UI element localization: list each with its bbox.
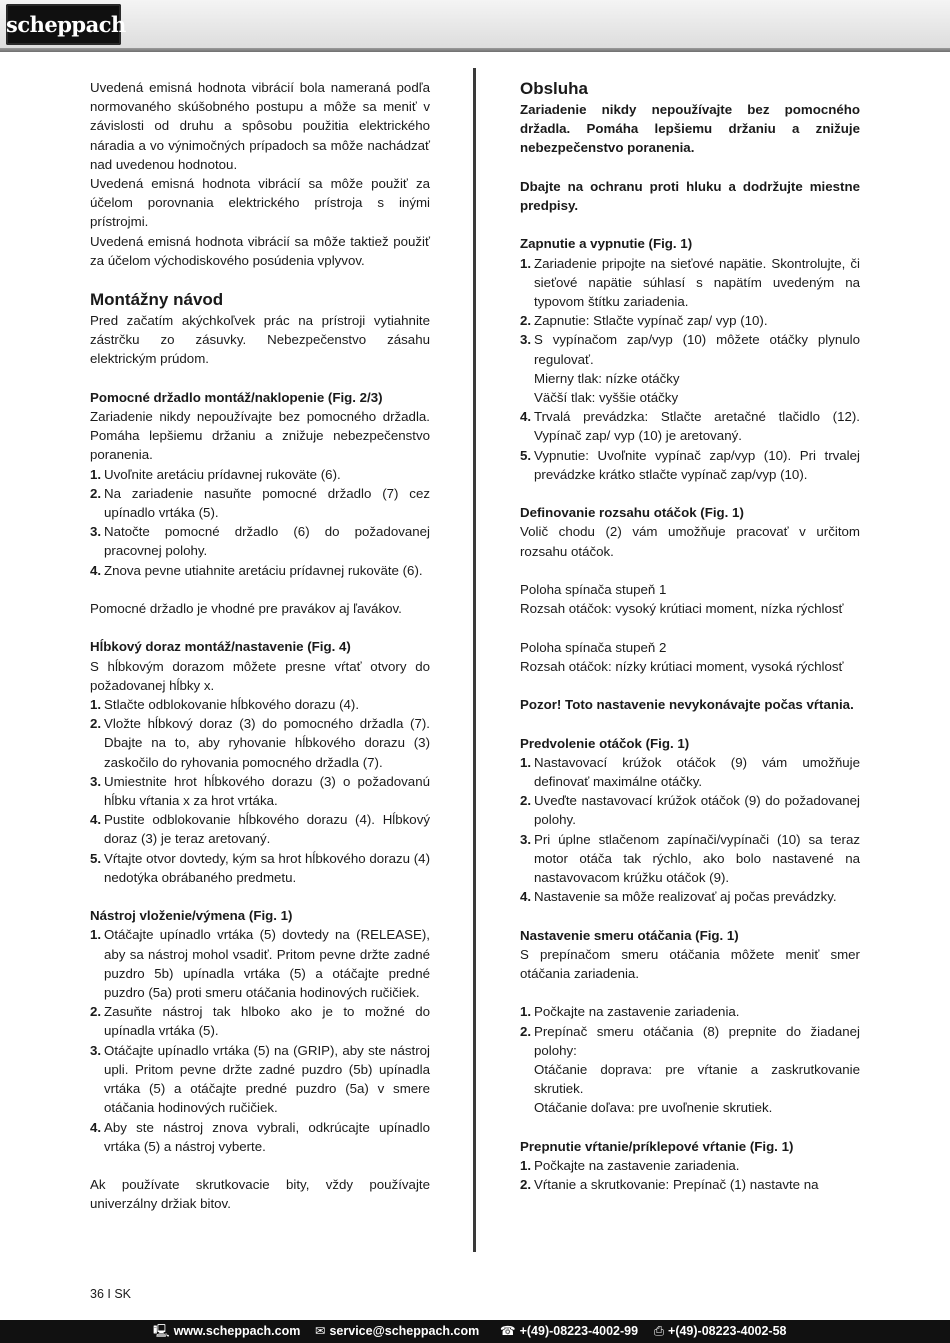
list-item bbox=[520, 1175, 860, 1194]
list-text: Na zariadenie nasuňte pomocné držadlo (7) cez upínadlo vrtáka (5). bbox=[104, 485, 430, 521]
list-text: Umiestnite hrot hĺbkového dorazu (3) o požadovanú hĺbku vŕtania x za hrot vrtáka. bbox=[104, 773, 430, 809]
switch-position-2: Poloha spínača stupeň 2 bbox=[520, 639, 667, 655]
list-text: Uvoľnite aretáciu prídavnej rukoväte (6). bbox=[104, 466, 341, 482]
list-text: Pustite odblokovanie hĺbkového dorazu (4). Hĺbkový doraz (3) je teraz aretovaný. bbox=[104, 812, 430, 847]
list-number: 2. bbox=[90, 485, 102, 501]
list-item bbox=[90, 1002, 430, 1040]
intro-paragraph: Uvedená emisná hodnota vibrácií bola nameraná podľa normovaného skúšobného postupu a môže sa meniť v závislosti od druhu a spôsobu použitia elektrického náradia a vo výnimočných prípadoch sa môže nachádzať nad uvedenou hodnotou. bbox=[90, 80, 430, 172]
list-item bbox=[90, 1041, 430, 1118]
list-item bbox=[520, 407, 860, 445]
footer-phone bbox=[500, 1320, 638, 1343]
speed-range-1: Rozsah otáčok: vysoký krútiaci moment, nízka rýchlosť bbox=[520, 601, 844, 617]
montaz-text: Pred začatím akýchkoľvek prác na prístroji vytiahnite zástrčku zo zásuvky. Nebezpečenstvo zásahu elektrickým prúdom. bbox=[90, 313, 430, 367]
list-text: Pri úplne stlačenom zapínači/vypínači (10) sa teraz motor otáča tak rýchlo, ako bolo nastavené na nastavovacom krúžku otáčok (9). bbox=[534, 831, 860, 886]
list-item bbox=[520, 1002, 860, 1021]
heading-depth-stop: Hĺbkový doraz montáž/nastavenie (Fig. 4) bbox=[90, 639, 351, 655]
warning-text: Dbajte na ochranu proti hluku a dodržujte miestne predpisy. bbox=[520, 178, 860, 213]
page-header bbox=[0, 0, 950, 50]
list-text: Vložte hĺbkový doraz (3) do pomocného držadla (7). Dbajte na to, aby ryhovanie hĺbkového dorazu (3) zaskočilo do ryhovania pomocného držadla (7). bbox=[104, 716, 430, 770]
rotation-direction-text: S prepínačom smeru otáčania môžete meniť smer otáčania zariadenia. bbox=[520, 946, 860, 982]
list-number: 1. bbox=[90, 697, 102, 713]
list-item bbox=[520, 1156, 860, 1175]
list-text: Prepínač smeru otáčania (8) prepnite do žiadanej polohy: bbox=[534, 1023, 860, 1058]
heading-speed-preselect: Predvolenie otáčok (Fig. 1) bbox=[520, 735, 690, 751]
list-item bbox=[520, 330, 860, 407]
list-number: 1. bbox=[520, 1158, 532, 1174]
list-number: 1. bbox=[520, 255, 532, 271]
list-number: 3. bbox=[520, 332, 532, 348]
list-text: Počkajte na zastavenie zariadenia. bbox=[534, 1004, 740, 1020]
column-divider bbox=[473, 68, 476, 1252]
list-number: 1. bbox=[520, 1004, 532, 1020]
depth-stop-text: S hĺbkovým dorazom môžete presne vŕtať otvory do požadovanej hĺbky x. bbox=[90, 658, 430, 693]
mail-icon: ✉ bbox=[315, 1324, 326, 1338]
footer-web bbox=[153, 1320, 300, 1343]
list-number: 4. bbox=[90, 562, 102, 578]
sub-line: Otáčanie doľava: pre uvoľnenie skrutiek. bbox=[534, 1100, 773, 1116]
warning-text: Pozor! Toto nastavenie nevykonávajte počas vŕtania. bbox=[520, 697, 854, 713]
scheppach-logo: scheppach bbox=[6, 4, 121, 45]
list-item bbox=[90, 465, 430, 484]
list-text: Vŕtajte otvor dovtedy, kým sa hrot hĺbkového dorazu (4) nedotýka obrábaného predmetu. bbox=[104, 850, 430, 885]
intro-paragraph: Uvedená emisná hodnota vibrácií sa môže použiť za účelom porovnania elektrického prístroja s inými prístrojmi. bbox=[90, 176, 430, 230]
list-text: Natočte pomocné držadlo (6) do požadovanej pracovnej polohy. bbox=[104, 524, 430, 559]
heading-tool-insert: Nástroj vloženie/výmena (Fig. 1) bbox=[90, 908, 293, 924]
sub-line: Väčší tlak: vyššie otáčky bbox=[534, 390, 679, 406]
list-text: Nastavenie sa môže realizovať aj počas prevádzky. bbox=[534, 889, 837, 905]
list-item bbox=[90, 849, 430, 887]
section-title-obsluha: Obsluha bbox=[520, 79, 589, 98]
auxiliary-handle-note: Pomocné držadlo je vhodné pre pravákov aj ľavákov. bbox=[90, 601, 402, 617]
footer-fax-text: +(49)-08223-4002-58 bbox=[668, 1324, 787, 1338]
footer-email-text: service@scheppach.com bbox=[329, 1324, 480, 1338]
list-text: Uveďte nastavovací krúžok otáčok (9) do požadovanej polohy. bbox=[534, 793, 860, 828]
list-text: Vŕtanie a skrutkovanie: Prepínač (1) nastavte na bbox=[534, 1177, 819, 1193]
list-number: 3. bbox=[520, 831, 532, 847]
rotation-direction-steps bbox=[520, 1002, 860, 1117]
list-number: 1. bbox=[90, 466, 102, 482]
heading-rotation-direction: Nastavenie smeru otáčania (Fig. 1) bbox=[520, 927, 739, 943]
list-item bbox=[90, 925, 430, 1002]
section-title-montaz: Montážny návod bbox=[90, 290, 224, 310]
list-number: 2. bbox=[520, 1023, 532, 1039]
list-item bbox=[90, 1118, 430, 1156]
header-rule bbox=[0, 48, 950, 52]
list-text: Trvalá prevádzka: Stlačte aretačné tlačidlo (12). Vypínač zap/ vyp (10) je aretovaný. bbox=[534, 409, 860, 444]
list-item bbox=[520, 791, 860, 829]
heading-drill-mode: Prepnutie vŕtanie/príklepové vŕtanie (Fig. 1) bbox=[520, 1138, 794, 1154]
list-item bbox=[520, 753, 860, 791]
list-text: Vypnutie: Uvoľnite vypínač zap/vyp (10). Pri trvalej prevádzke krátko stlačte vypínač zap/vyp (10). bbox=[534, 447, 860, 482]
list-item bbox=[520, 887, 860, 906]
list-text: Počkajte na zastavenie zariadenia. bbox=[534, 1158, 740, 1174]
list-item bbox=[520, 1022, 860, 1118]
footer-fax bbox=[654, 1320, 787, 1343]
list-text: Nastavovací krúžok otáčok (9) vám umožňuje definovať maximálne otáčky. bbox=[534, 754, 860, 789]
list-number: 2. bbox=[90, 1004, 102, 1020]
heading-speed-range: Definovanie rozsahu otáčok (Fig. 1) bbox=[520, 505, 744, 521]
list-text: Otáčajte upínadlo vrtáka (5) dovtedy na (RELEASE), aby sa nástroj mohol vsadiť. Pritom pevne držte zadné puzdro 5b) upínadla vrtáka (5) a otáčajte predné puzdro (5a) proti smeru otáčania hodinových ručičiek. bbox=[104, 927, 430, 1001]
list-text: Zapnutie: Stlačte vypínač zap/ vyp (10). bbox=[534, 313, 768, 329]
list-number: 3. bbox=[90, 1042, 102, 1058]
page-footer bbox=[0, 1320, 950, 1343]
list-number: 4. bbox=[90, 1119, 102, 1135]
fax-icon: ⎙ bbox=[654, 1324, 665, 1338]
footer-phone-text: +(49)-08223-4002-99 bbox=[519, 1324, 639, 1338]
list-text: Otáčajte upínadlo vrtáka (5) na (GRIP), aby ste nástroj upli. Pritom pevne držte zadné puzdro (5b) upínadla vrtáka (5) a otáčajte predné puzdro (5a) v smere otáčania hodinových ručičiek. bbox=[104, 1042, 430, 1116]
list-item bbox=[520, 830, 860, 888]
heading-auxiliary-handle: Pomocné držadlo montáž/naklopenie (Fig. 2/3) bbox=[90, 389, 383, 405]
list-number: 1. bbox=[90, 927, 102, 943]
list-number: 1. bbox=[520, 754, 532, 770]
bit-holder-note: Ak používate skrutkovacie bity, vždy používajte univerzálny držiak bitov. bbox=[90, 1177, 430, 1212]
list-item bbox=[90, 522, 430, 560]
list-item bbox=[90, 772, 430, 810]
list-text: Stlačte odblokovanie hĺbkového dorazu (4). bbox=[104, 697, 360, 713]
speed-preselect-steps bbox=[520, 753, 860, 907]
auxiliary-handle-text: Zariadenie nikdy nepoužívajte bez pomocného držadla. Pomáha lepšiemu držaniu a znižuje nebezpečenstvo poranenia. bbox=[90, 409, 430, 463]
list-text: Aby ste nástroj znova vybrali, odkrúcajte upínadlo vrtáka (5) a nástroj vyberte. bbox=[104, 1119, 430, 1154]
page-number: 36 I SK bbox=[90, 1287, 131, 1301]
list-number: 4. bbox=[520, 889, 532, 905]
phone-icon: ☎ bbox=[500, 1324, 516, 1338]
list-item bbox=[90, 810, 430, 848]
list-text: S vypínačom zap/vyp (10) môžete otáčky plynulo regulovať. bbox=[534, 332, 860, 367]
list-number: 2. bbox=[520, 1177, 532, 1193]
speed-range-2: Rozsah otáčok: nízky krútiaci moment, vysoká rýchlosť bbox=[520, 658, 844, 674]
list-number: 3. bbox=[90, 524, 102, 540]
list-number: 4. bbox=[520, 409, 532, 425]
list-text: Znova pevne utiahnite aretáciu prídavnej rukoväte (6). bbox=[104, 562, 423, 578]
list-number: 4. bbox=[90, 812, 102, 828]
list-number: 2. bbox=[520, 313, 532, 329]
list-number: 2. bbox=[520, 793, 532, 809]
on-off-steps bbox=[520, 254, 860, 484]
sub-line: Mierny tlak: nízke otáčky bbox=[534, 370, 680, 386]
heading-on-off: Zapnutie a vypnutie (Fig. 1) bbox=[520, 236, 693, 252]
drill-mode-steps bbox=[520, 1156, 860, 1194]
footer-web-text: www.scheppach.com bbox=[173, 1324, 301, 1338]
depth-stop-steps bbox=[90, 695, 430, 887]
intro-paragraph: Uvedená emisná hodnota vibrácií sa môže taktiež použiť za účelom východiskového posúdenia vplyvov. bbox=[90, 233, 430, 268]
right-column bbox=[520, 78, 860, 1194]
list-number: 2. bbox=[90, 716, 102, 732]
list-item bbox=[90, 484, 430, 522]
list-item bbox=[520, 311, 860, 330]
monitor-icon: 🖳 bbox=[153, 1324, 170, 1338]
list-item bbox=[90, 695, 430, 714]
speed-range-text: Volič chodu (2) vám umožňuje pracovať v určitom rozsahu otáčok. bbox=[520, 524, 860, 559]
switch-position-1: Poloha spínača stupeň 1 bbox=[520, 582, 667, 598]
list-text: Zariadenie pripojte na sieťové napätie. Skontrolujte, či sieťové napätie súhlasí s napätím uvedeným na typovom štítku zariadenia. bbox=[534, 255, 860, 309]
list-item bbox=[90, 561, 430, 580]
tool-insert-steps bbox=[90, 925, 430, 1155]
list-item bbox=[90, 714, 430, 772]
footer-email bbox=[315, 1320, 479, 1343]
sub-line: Otáčanie doprava: pre vŕtanie a zaskrutkovanie skrutiek. bbox=[534, 1062, 860, 1097]
auxiliary-handle-steps bbox=[90, 465, 430, 580]
warning-text: Zariadenie nikdy nepoužívajte bez pomocného držadla. Pomáha lepšiemu držaniu a znižuje nebezpečenstvo poranenia. bbox=[520, 102, 860, 156]
list-text: Zasuňte nástroj tak hlboko ako je to možné do upínadla vrtáka (5). bbox=[104, 1004, 430, 1039]
list-number: 5. bbox=[520, 447, 532, 463]
list-item bbox=[520, 254, 860, 312]
list-number: 3. bbox=[90, 773, 102, 789]
list-number: 5. bbox=[90, 850, 102, 866]
list-item bbox=[520, 446, 860, 484]
left-column bbox=[90, 78, 430, 1214]
